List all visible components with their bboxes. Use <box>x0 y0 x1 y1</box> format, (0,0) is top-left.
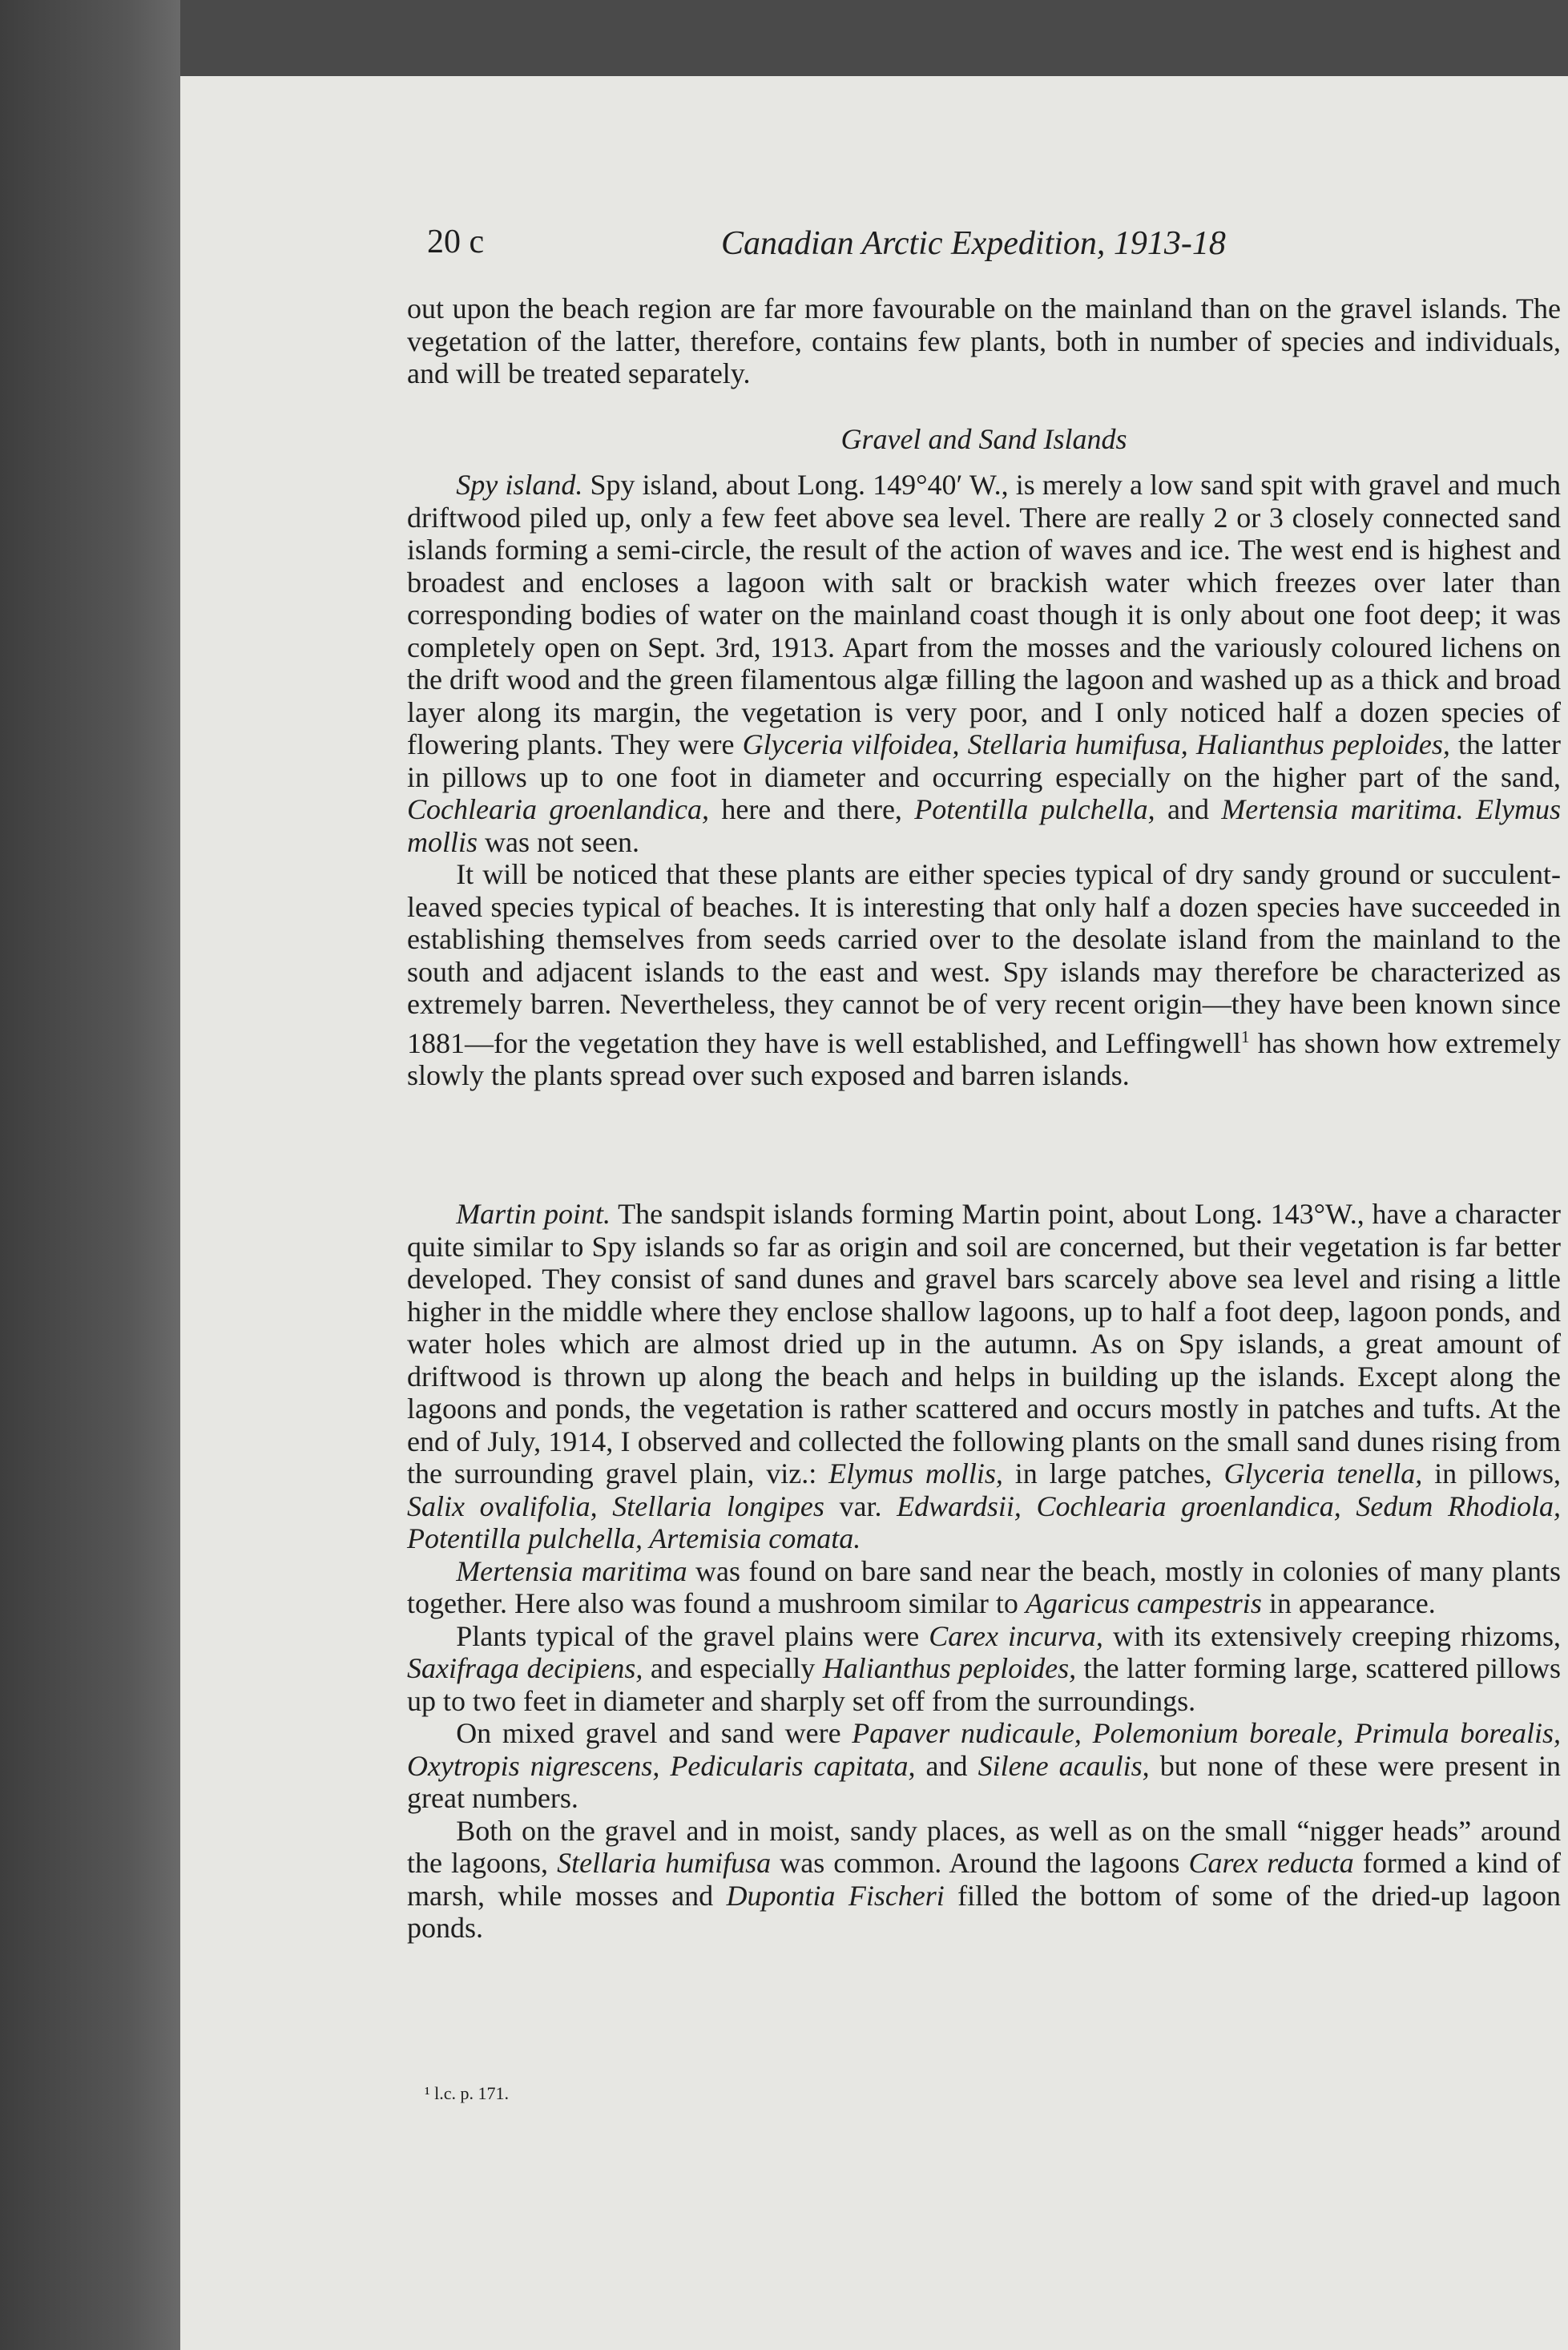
intro-paragraph <box>407 292 1561 390</box>
spy-island-section <box>407 469 1561 1092</box>
species-list-2: Edwardsii, Cochlearia groenlandica, Sedum Rhodiola, Potentilla pulchella, Artemisia comata. <box>407 1489 1561 1554</box>
section-heading: Gravel and Sand Islands <box>840 423 1127 455</box>
species-cochlearia: Cochlearia groenlandica, <box>407 793 709 825</box>
spy-paragraph-1 <box>407 469 1561 858</box>
species-potentilla: Potentilla pulchella, <box>914 793 1155 825</box>
spy-p2-end: has shown how extremely slowly the plants spread over such exposed and barren islands. <box>407 1026 1561 1091</box>
martin-p4-c: but none of these were present in great numbers. <box>407 1749 1562 1814</box>
species-silene: Silene acaulis, <box>977 1749 1150 1782</box>
species-mertensia: Mertensia maritima <box>456 1554 687 1587</box>
martin-point-section <box>407 1198 1561 1945</box>
martin-p5-b: was common. Around the lagoons <box>771 1847 1189 1879</box>
martin-p5-c: formed a kind of marsh, while mosses and <box>407 1847 1561 1912</box>
species-carex-reducta: Carex reducta <box>1188 1847 1354 1879</box>
martin-text-2: in large patches, <box>1002 1457 1224 1489</box>
spy-paragraph-2 <box>407 858 1561 1092</box>
spy-text-4: and <box>1155 793 1222 825</box>
running-title: Canadian Arctic Expedition, 1913-18 <box>721 225 1226 262</box>
martin-p3-b: with its extensively creeping rhizoms, <box>1102 1619 1561 1652</box>
martin-paragraph-4 <box>407 1717 1561 1815</box>
species-list-3: Papaver nudicaule, Polemonium boreale, Primula borealis, Oxytropis nigrescens, Pedicularis capitata, <box>407 1717 1562 1782</box>
species-carex-incurva: Carex incurva, <box>929 1619 1103 1652</box>
spy-text-2: the latter in pillows up to one foot in diameter and occurring especially on the higher part of the sand, <box>407 728 1562 793</box>
martin-p3-d: the latter forming large, scattered pillows up to two feet in diameter and sharply set off from the surroundings. <box>407 1652 1562 1717</box>
martin-paragraph-5 <box>407 1815 1561 1945</box>
martin-label: Martin point. <box>456 1198 611 1230</box>
martin-p5-d: filled the bottom of some of the dried-up lagoon ponds. <box>407 1879 1562 1944</box>
species-mertensia-elymus: Mertensia maritima. Elymus mollis <box>407 793 1561 858</box>
spy-text-5: was not seen. <box>478 825 639 858</box>
martin-text-4: var. <box>824 1489 897 1522</box>
martin-p4-b: and <box>915 1749 978 1782</box>
footnote-marker: 1 <box>1240 1026 1250 1046</box>
martin-p5-a: Both on the gravel and in moist, sandy places, as well as on the small “nigger heads” around the lagoons, <box>407 1814 1561 1879</box>
species-salix-stellaria: Salix ovalifolia, Stellaria longipes <box>407 1489 824 1522</box>
spy-text-1: Spy island, about Long. 149°40′ W., is merely a low sand spit with gravel and much driftwood piled up, only a few feet above sea level. There are really 2 or 3 closely connected sand islands forming a semi-circle, the result of the action of waves and ice. The west end is highest and broadest and encloses a lagoon with salt or brackish water which freezes over later than corresponding bodies of water on the mainland coast though it is only about one foot deep; it was completely open on Sept. 3rd, 1913. Apart from the mosses and the variously coloured lichens on the drift wood and the green filamentous algæ filling the lagoon and washed up as a thick and broad layer along its margin, the vegetation is very poor, and I only noticed half a dozen species of flowering plants. They were <box>407 469 1561 760</box>
species-agaricus: Agaricus campestris <box>1025 1587 1262 1619</box>
intro-text: out upon the beach region are far more favourable on the mainland than on the gravel islands. The vegetation of the latter, therefore, contains few plants, both in number of species and individuals, and will be treated separately. <box>407 292 1561 389</box>
spy-label: Spy island. <box>456 469 583 501</box>
species-list-1: Glyceria vilfoidea, Stellaria humifusa, Halianthus peploides, <box>742 728 1450 760</box>
martin-p4-a: On mixed gravel and sand were <box>456 1717 853 1749</box>
martin-p2-end: in appearance. <box>1261 1587 1436 1619</box>
martin-paragraph-1 <box>407 1198 1561 1555</box>
spy-text-3: here and there, <box>708 793 915 825</box>
martin-text-1: The sandspit islands forming Martin point, about Long. 143°W., have a character quite similar to Spy islands so far as origin and soil are concerned, but their vegetation is far better developed. They consist of sand dunes and gravel bars scarcely above sea level and rising a little higher in the middle where they enclose shallow lagoons, up to half a foot deep, lagoon ponds, and water holes which are almost dried up in the autumn. As on Spy islands, a great amount of driftwood is thrown up along the beach and helps in building up the islands. Except along the lagoons and ponds, the vegetation is rather scattered and occurs mostly in patches and tufts. At the end of July, 1914, I observed and collected the following plants on the small sand dunes rising from the surrounding gravel plain, viz.: <box>407 1198 1561 1489</box>
martin-text-3: in pillows, <box>1422 1457 1562 1489</box>
species-saxifraga: Saxifraga decipiens, <box>407 1652 643 1684</box>
species-glyceria: Glyceria tenella, <box>1223 1457 1423 1489</box>
footnote: ¹ l.c. p. 171. <box>425 2083 509 2103</box>
martin-paragraph-3 <box>407 1620 1561 1718</box>
page-number: 20 c <box>427 224 485 260</box>
species-halianthus: Halianthus peploides, <box>822 1652 1077 1684</box>
spy-p2-text: It will be noticed that these plants are either species typical of dry sandy ground or succulent-leaved species typical of beaches. It is interesting that only half a dozen species have succeeded in establishing themselves from seeds carried over to the desolate island from the mainland to the south and adjacent islands to the east and west. Spy islands may therefore be characterized as extremely barren. Nevertheless, they cannot be of very recent origin—they have been known since 1881—for the vegetation they have is well established, and Leffingwell <box>407 858 1561 1059</box>
martin-paragraph-2 <box>407 1555 1561 1620</box>
species-dupontia: Dupontia Fischeri <box>726 1879 945 1912</box>
species-elymus: Elymus mollis, <box>828 1457 1003 1489</box>
martin-p3-a: Plants typical of the gravel plains were <box>456 1619 929 1652</box>
species-stellaria-humifusa: Stellaria humifusa <box>557 1847 772 1879</box>
martin-p2-text: was found on bare sand near the beach, mostly in colonies of many plants together. Here also was found a mushroom similar to <box>407 1554 1561 1619</box>
martin-p3-c: and especially <box>643 1652 823 1684</box>
